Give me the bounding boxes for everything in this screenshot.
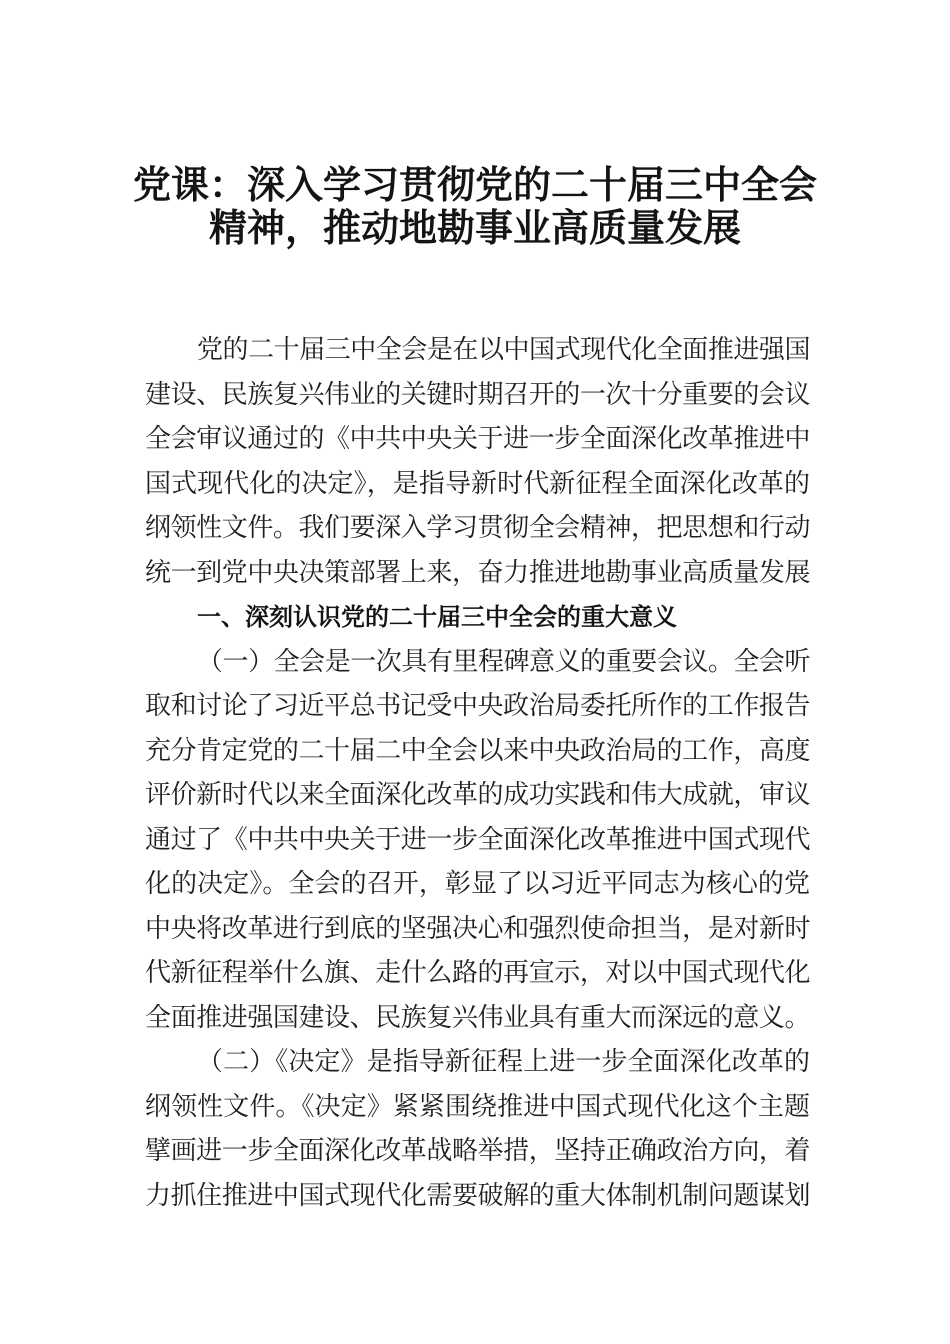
section-heading-1: 一、深刻认识党的二十届三中全会的重大意义: [197, 603, 677, 631]
paragraph-2-line-8: 代新征程举什么旗、走什么路的再宣示，对以中国式现代化: [145, 958, 810, 988]
paragraph-2-line-5: 通过了《中共中央关于进一步全面深化改革推进中国式现代: [145, 825, 810, 855]
paragraph-3-line-1: （二）《决定》是指导新征程上进一步全面深化改革的: [197, 1047, 810, 1077]
paragraph-1-line-2: 建设、民族复兴伟业的关键时期召开的一次十分重要的会议: [145, 380, 810, 410]
paragraph-2-line-9: 全面推进强国建设、民族复兴伟业具有重大而深远的意义。: [145, 1003, 810, 1033]
paragraph-2-line-1: （一）全会是一次具有里程碑意义的重要会议。全会听: [197, 647, 810, 677]
paragraph-1-line-5: 纲领性文件。我们要深入学习贯彻全会精神，把思想和行动: [145, 513, 810, 543]
paragraph-2-line-7: 中央将改革进行到底的坚强决心和强烈使命担当，是对新时: [145, 914, 810, 944]
paragraph-2-line-6: 化的决定》。全会的召开，彰显了以习近平同志为核心的党: [145, 869, 810, 899]
paragraph-1-line-4: 国式现代化的决定》，是指导新时代新征程全面深化改革的: [145, 469, 810, 499]
document-title-line-2: 精神，推动地勘事业高质量发展: [208, 205, 741, 250]
paragraph-2-line-2: 取和讨论了习近平总书记受中央政治局委托所作的工作报告: [145, 691, 810, 721]
paragraph-2-line-4: 评价新时代以来全面深化改革的成功实践和伟大成就，审议: [145, 780, 810, 810]
paragraph-2-line-3: 充分肯定党的二十届二中全会以来中央政治局的工作，高度: [145, 736, 810, 766]
paragraph-3-line-2: 纲领性文件。《决定》紧紧围绕推进中国式现代化这个主题: [145, 1092, 810, 1122]
paragraph-1-line-3: 全会审议通过的《中共中央关于进一步全面深化改革推进中: [145, 424, 810, 454]
paragraph-3-line-3: 擘画进一步全面深化改革战略举措，坚持正确政治方向，着: [145, 1136, 810, 1166]
paragraph-1-line-6: 统一到党中央决策部署上来，奋力推进地勘事业高质量发展: [145, 558, 810, 588]
document-title-line-1: 党课：深入学习贯彻党的二十届三中全会: [132, 162, 817, 207]
paragraph-1-line-1: 党的二十届三中全会是在以中国式现代化全面推进强国: [197, 335, 810, 365]
paragraph-3-line-4: 力抓住推进中国式现代化需要破解的重大体制机制问题谋划: [145, 1181, 810, 1211]
